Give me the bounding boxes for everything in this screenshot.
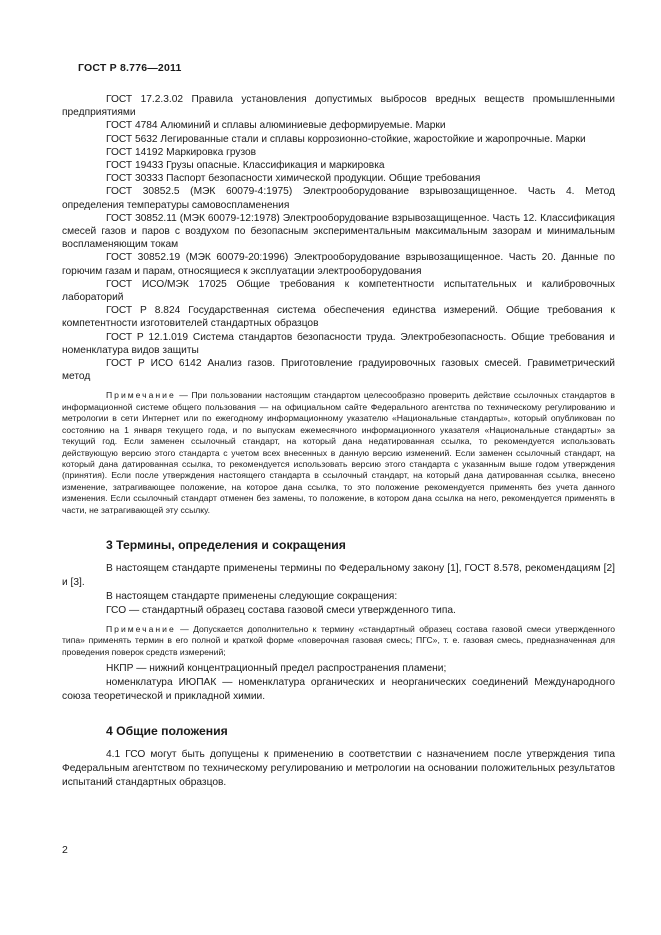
page-content xyxy=(62,92,615,790)
reference-item: ГОСТ Р 12.1.019 Система стандартов безопасности труда. Электробезопасность. Общие требования и номенклатура видов защиты xyxy=(62,331,615,356)
section-3-paragraph: ГСО — стандартный образец состава газовой смеси утвержденного типа. xyxy=(106,604,456,616)
document-header: ГОСТ Р 8.776—2011 xyxy=(78,62,182,74)
note-label: Примечание xyxy=(106,623,176,634)
reference-item: ГОСТ 4784 Алюминий и сплавы алюминиевые деформируемые. Марки xyxy=(106,120,446,132)
reference-item: ГОСТ 30333 Паспорт безопасности химической продукции. Общие требования xyxy=(106,173,481,185)
normative-references-list xyxy=(62,93,615,383)
section-3-paragraph: номенклатура ИЮПАК — номенклатура органических и неорганических соединений Международного союза теоретической и прикладной химии. xyxy=(62,677,615,703)
reference-item: ГОСТ 17.2.3.02 Правила установления допустимых выбросов вредных веществ промышленными предприятиями xyxy=(62,94,615,119)
note-text: — При пользовании настоящим стандартом целесообразно проверить действие ссылочных стандартов в информационной системе общего пользования — на официальном сайте Федерального агентства по техническому регулированию и метрологии в сети Интернет или по ежегодному информационному указателю «Национальные стандарты», который опубликован по состоянию на 1 января текущего года, и по выпускам ежемесячного информационного указателя «Национальные стандарты» за текущий год. Если заменен ссылочный стандарт, на который дана недатированная ссылка, то рекомендуется использовать действующую версию этого стандарта с учетом всех внесенных в данную версию изменений. Если заменен ссылочный стандарт, на который дана датированная ссылка, то рекомендуется использовать версию этого стандарта с указанным выше годом утверждения (принятия). Если после утверждения настоящего стандарта в ссылочный стандарт, на который дана датированная ссылка, внесено изменение, затрагивающее положение, на которое дана ссылка, то это положение рекомендуется применять без учета данного изменения. Если ссылочный стандарт отменен без замены, то положение, в котором дана ссылка на него, рекомендуется применять в части, не затрагивающей эту ссылку. xyxy=(62,390,615,515)
reference-item: ГОСТ 30852.5 (МЭК 60079-4:1975) Электрооборудование взрывозащищенное. Часть 4. Метод определения температуры самовоспламенения xyxy=(62,186,615,211)
section-3-paragraph: В настоящем стандарте применены термины по Федеральному закону [1], ГОСТ 8.578, рекомендациям [2] и [3]. xyxy=(62,562,615,588)
section-3-heading: 3 Термины, определения и сокращения xyxy=(106,537,346,552)
reference-item: ГОСТ Р 8.824 Государственная система обеспечения единства измерений. Общие требования к компетентности изготовителей стандартных образцов xyxy=(62,305,615,330)
reference-item: ГОСТ ИСО/МЭК 17025 Общие требования к компетентности испытательных и калибровочных лабораторий xyxy=(62,278,615,304)
section-4-body xyxy=(62,748,615,790)
section-4-paragraph: 4.1 ГСО могут быть допущены к применению в соответствии с назначением после утверждения типа Федеральным агентством по техническому регулированию и метрологии на основании положительных результатов испытаний стандартных образцов. xyxy=(62,749,615,789)
reference-item: ГОСТ 14192 Маркировка грузов xyxy=(106,146,257,158)
note-label: Примечание xyxy=(106,390,176,401)
reference-item: ГОСТ 19433 Грузы опасные. Классификация и маркировка xyxy=(106,160,385,172)
section-3-paragraph: В настоящем стандарте применены следующие сокращения: xyxy=(106,590,398,602)
reference-item: ГОСТ 5632 Легированные стали и сплавы коррозионно-стойкие, жаростойкие и жаропрочные. Марки xyxy=(106,133,586,145)
page-number: 2 xyxy=(62,844,68,856)
reference-item: ГОСТ Р ИСО 6142 Анализ газов. Приготовление градуировочных газовых смесей. Гравиметрический метод xyxy=(62,358,615,383)
section-4-heading: 4 Общие положения xyxy=(106,724,228,739)
references-note xyxy=(62,390,615,515)
reference-item: ГОСТ 30852.11 (МЭК 60079-12:1978) Электрооборудование взрывозащищенное. Часть 12. Классификация смесей газов и паров с воздухом по безопасным экспериментальным максимальным зазорам и минимальным воспламеняющим токам xyxy=(62,212,615,251)
note-text: — Допускается дополнительно к термину «стандартный образец состава газовой смеси утвержденного типа» применять термин в его полной и краткой форме «поверочная газовая смесь; ПГС», т. е. газовая смесь, предназначенная для проведения поверок средств измерений; xyxy=(62,623,615,657)
reference-item: ГОСТ 30852.19 (МЭК 60079-20:1996) Электрооборудование взрывозащищенное. Часть 20. Данные по горючим газам и парам, относящиеся к эксплуатации электрооборудования xyxy=(62,252,615,277)
abbreviation-note xyxy=(62,624,615,658)
section-3-body xyxy=(62,562,615,704)
section-3-paragraph: НКПР — нижний концентрационный предел распространения пламени; xyxy=(106,663,447,675)
